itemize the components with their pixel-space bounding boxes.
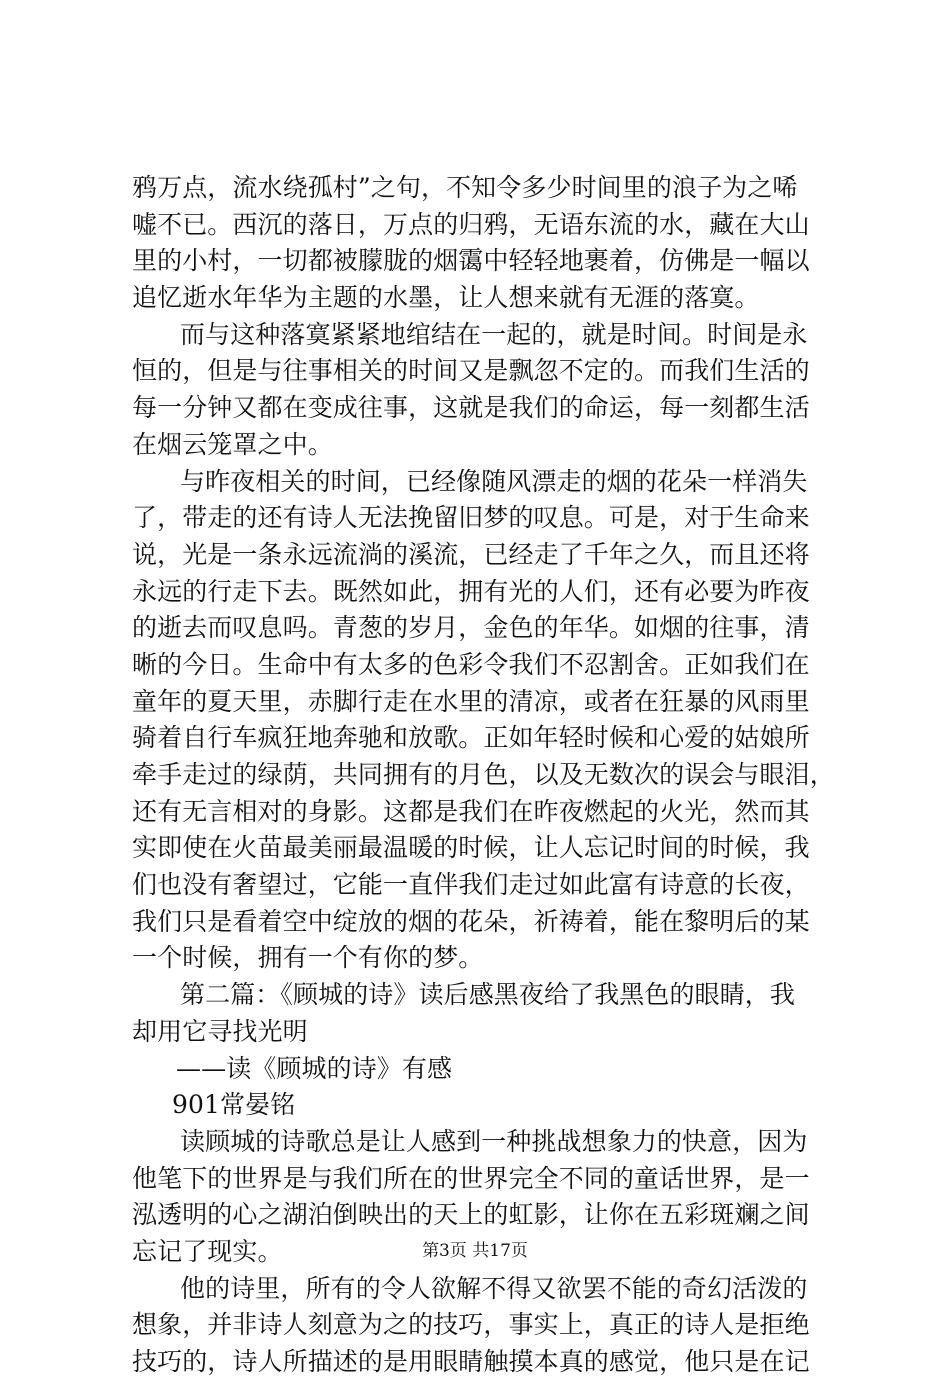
text-line: 了，带走的还有诗人无法挽留旧梦的叹息。可是，对于生命来 <box>132 503 810 533</box>
text-line: 童年的夏天里，赤脚行走在水里的清凉，或者在狂暴的风雨里 <box>132 686 810 716</box>
text-line: 的逝去而叹息吗。青葱的岁月，金色的年华。如烟的往事，清 <box>132 613 810 643</box>
paragraph-start-line: 他的诗里，所有的令人欲解不得又欲罢不能的奇幻活泼的 <box>180 1273 808 1303</box>
text-line: 追忆逝水年华为主题的水墨，让人想来就有无涯的落寞。 <box>132 283 760 313</box>
author-line: 901常晏铭 <box>172 1090 296 1120</box>
text-line: 说，光是一条永远流淌的溪流，已经走了千年之久，而且还将 <box>132 539 810 569</box>
section-heading-line: 却用它寻找光明 <box>132 1016 308 1046</box>
page-footer: 第3页 共17页 <box>422 1241 528 1261</box>
text-line: 永远的行走下去。既然如此，拥有光的人们，还有必要为昨夜 <box>132 576 810 606</box>
text-line: 每一分钟又都在变成往事，这就是我们的命运，每一刻都生活 <box>132 393 810 423</box>
text-line: 忘记了现实。 <box>132 1236 283 1266</box>
body-text <box>132 170 835 1381</box>
text-line: 骑着自行车疯狂地奔驰和放歌。正如年轻时候和心爱的姑娘所 <box>132 723 810 753</box>
text-line: 们也没有奢望过，它能一直伴我们走过如此富有诗意的长夜， <box>132 870 810 900</box>
text-line: 他笔下的世界是与我们所在的世界完全不同的童话世界，是一 <box>132 1163 810 1193</box>
text-line: 技巧的，诗人所描述的是用眼睛触摸本真的感觉，他只是在记 <box>132 1347 810 1376</box>
paragraph-start-line: 与昨夜相关的时间，已经像随风漂走的烟的花朵一样消失 <box>180 466 808 496</box>
text-line: 晰的今日。生命中有太多的色彩令我们不忍割舍。正如我们在 <box>132 649 810 679</box>
paragraph-start-line: 而与这种落寞紧紧地绾结在一起的，就是时间。时间是永 <box>180 319 808 349</box>
text-line: 我们只是看着空中绽放的烟的花朵，祈祷着，能在黎明后的某 <box>132 906 810 936</box>
text-line: 还有无言相对的身影。这都是我们在昨夜燃起的火光，然而其 <box>132 796 810 826</box>
text-line: 牵手走过的绿荫，共同拥有的月色，以及无数次的误会与眼泪， <box>132 760 835 789</box>
text-line: 恒的，但是与往事相关的时间又是飘忽不定的。而我们生活的 <box>132 356 810 386</box>
text-line: 在烟云笼罩之中。 <box>132 429 333 459</box>
text-line: 实即使在火苗最美丽最温暖的时候，让人忘记时间的时候，我 <box>132 833 810 863</box>
subtitle-line: ——读《顾城的诗》有感 <box>176 1053 453 1083</box>
text-line: 泓透明的心之湖泊倒映出的天上的虹影，让你在五彩斑斓之间 <box>132 1200 810 1230</box>
text-line: 鸦万点，流水绕孤村”之句，不知令多少时间里的浪子为之唏 <box>132 173 798 202</box>
text-line: 想象，并非诗人刻意为之的技巧，事实上，真正的诗人是拒绝 <box>132 1310 810 1340</box>
text-line: 一个时候，拥有一个有你的梦。 <box>132 943 484 973</box>
paragraph-start-line: 读顾城的诗歌总是让人感到一种挑战想象力的快意，因为 <box>180 1126 808 1156</box>
text-line: 嘘不已。西沉的落日，万点的归鸦，无语东流的水，藏在大山 <box>132 209 810 239</box>
section-heading-line: 第二篇：《顾城的诗》读后感黑夜给了我黑色的眼睛，我 <box>180 980 796 1010</box>
text-line: 里的小村，一切都被朦胧的烟霭中轻轻地裹着，仿佛是一幅以 <box>132 246 810 276</box>
